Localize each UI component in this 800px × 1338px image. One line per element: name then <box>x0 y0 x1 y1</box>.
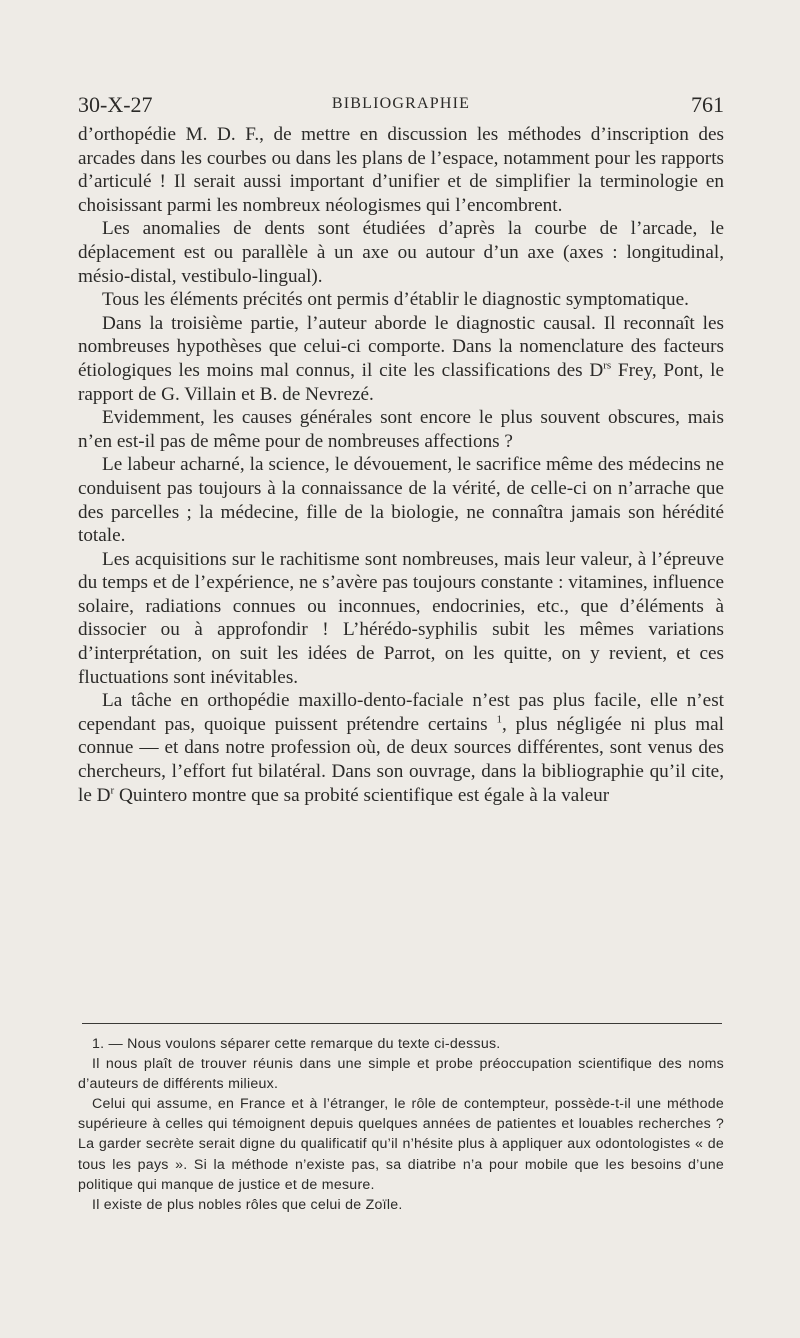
page-number: 761 <box>691 92 724 117</box>
footnote-ref: 1 <box>496 713 502 726</box>
section-title: BIBLIOGRAPHIE <box>331 95 471 112</box>
text-segment: Dans la troisième partie, l’auteur aborde le diagnostic causal. Il reconnaît les nombreuses hypothèses que celui-ci comporte. Dans la nomenclature des facteurs étiologiques les moins mal connus, il cite les classifications des D <box>78 312 724 381</box>
text-segment: , plus négligée ni plus mal connue — et dans notre profession où, de deux sources différentes, sont venus des chercheurs, l’effort fut bilatéral. Dans son ouvrage, dans la bibliographie qu’il cite, le D <box>78 713 724 806</box>
body-text <box>78 123 724 807</box>
text-segment: La tâche en orthopédie maxillo-dento-faciale n’est pas plus facile, elle n’est cependant pas, quoique puissent prétendre certains <box>78 690 724 735</box>
superscript: rs <box>603 359 612 372</box>
text-segment: Quintero montre que sa probité scientifique est égale à la valeur <box>114 784 610 806</box>
footnote-paragraph: Il nous plaît de trouver réunis dans une simple et probe préoccupation scientifique des noms d’auteurs de différents milieux. <box>78 1056 724 1093</box>
footnote-1: 1. — Nous voulons séparer cette remarque du texte ci-dessus. <box>92 1036 501 1052</box>
paragraph-causes-generales: Evidemment, les causes générales sont encore le plus souvent obscures, mais n’en est-il pas de même pour de nombreuses affections ? <box>78 407 724 452</box>
issue-date: 30-X-27 <box>78 92 153 117</box>
paragraph-orthopedie <box>78 689 724 807</box>
text-segment: Frey, Pont, le rapport de G. Villain et B. de Nevrezé. <box>78 359 724 405</box>
paragraph-diagnostic-causal <box>78 312 724 406</box>
paragraph-diagnostic-symptomatique: Tous les éléments précités ont permis d’établir le diagnostic symptomatique. <box>102 289 689 311</box>
footnote-divider <box>82 1023 722 1024</box>
paragraph-labeur: Le labeur acharné, la science, le dévouement, le sacrifice même des médecins ne conduisent pas toujours à la connaissance de la vérité, de celle-ci on n’arrache que des parcelles ; la médecine, fille de la biologie, ne connaîtra jamais son hérédité totale. <box>78 454 724 547</box>
footnotes <box>78 1034 724 1215</box>
paragraph-continuation: d’orthopédie M. D. F., de mettre en discussion les méthodes d’inscription des arcades dans les courbes ou dans les plans de l’espace, notamment pour les rapports d’articulé ! Il serait aussi important d’unifier et de simplifier la terminologie en choisissant parmi les nombreux néologismes qui l’encombrent. <box>78 124 724 216</box>
superscript: r <box>110 784 115 797</box>
footnote-paragraph: Celui qui assume, en France et à l’étranger, le rôle de contempteur, possède-t-il une méthode supérieure à celles qui témoignent depuis quelques années de patientes et louables recherches ? La garder secrète serait digne du qualificatif qu’il n’hésite plus à appliquer aux odontologistes « de tous les pays ». Si la méthode n’existe pas, sa diatribe n’a pour mobile que les besoins d’une politique qui manque de justice et de mesure. <box>78 1096 724 1193</box>
book-page <box>78 0 724 1338</box>
paragraph-rachitisme: Les acquisitions sur le rachitisme sont nombreuses, mais leur valeur, à l’épreuve du temps et de l’expérience, ne s’avère pas toujours constante : vitamines, influence solaire, radiations connues ou inconnues, endocrinies, etc., que d’éléments à dissocier ou à approfondir ! L’hérédo-syphilis subit les mêmes variations d’interprétation, on suit les idées de Parrot, on les quitte, on y revient, et ces fluctuations sont inévitables. <box>78 548 724 688</box>
footnote-paragraph: Il existe de plus nobles rôles que celui de Zoïle. <box>92 1196 403 1213</box>
paragraph-anomalies: Les anomalies de dents sont étudiées d’après la courbe de l’arcade, le déplacement est ou parallèle à un axe ou autour d’un axe (axes : longitudinal, mésio-distal, vestibulo-lingual). <box>78 218 724 287</box>
running-head <box>78 92 724 120</box>
